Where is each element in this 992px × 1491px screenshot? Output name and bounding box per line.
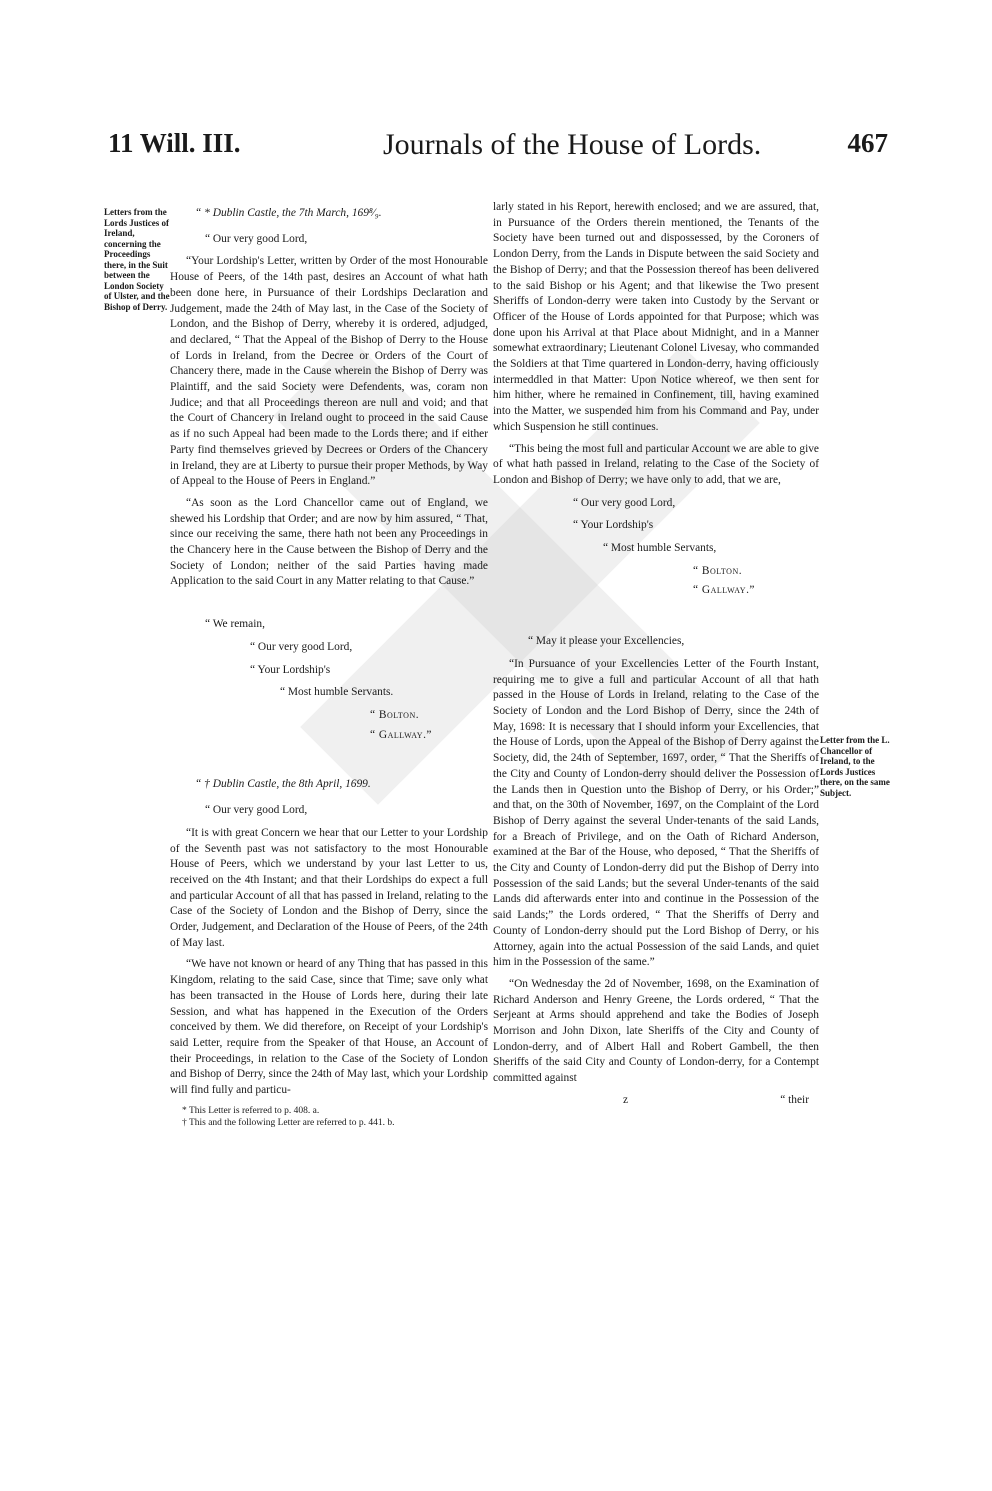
- letter3-salutation: “ May it please your Excellencies,: [528, 635, 685, 648]
- letter2-closing: “ Our very good Lord,: [573, 496, 676, 509]
- regnal-year: 11 Will. III.: [108, 128, 241, 158]
- journal-title: Journals of the House of Lords.: [383, 128, 762, 161]
- letter1-closing: “ Our very good Lord,: [250, 640, 353, 653]
- letter2-paragraph-continued: larly stated in his Report, herewith enclosed; and we are assured, that, in Pursuance of the Orders therein mentioned, the Tenants of the Society have been turned out and dispossessed, by the Coroners of London Derry, from the Lands in Dispute between the said Society and the Bishop of Derry; and that the Possession thereof has been delivered to the said Bishop or his Agent; and that likewise the Two present Sheriffs of London-derry were taken into Custody by the Servant or Officer of the House of Lords appointed for that Purpose; which was done upon his Arrival at that Place about Midnight, and in a Manner somewhat extraordinary; Lieutenant Colonel Livesay, who commanded the Soldiers at that Time quartered in London-derry, having officiously intermeddled in that Matter: Upon Notice whereof, we then sent for him hither, where he remained in Confinement, till, having examined into the Matter, we suspended him from his Command and Pay, under which Suspension he still continues.: [493, 201, 820, 433]
- letter2-dateline: “ † Dublin Castle, the 8th April, 1699.: [195, 778, 371, 791]
- running-header: [108, 128, 888, 164]
- letter2-closing: “ Your Lordship's: [573, 519, 654, 532]
- letter1-dateline: “ * Dublin Castle, the 7th March, 169⁸⁄₉.: [195, 207, 382, 219]
- letter2-salutation: “ Our very good Lord,: [205, 804, 308, 817]
- signature-mark: z: [623, 1093, 629, 1106]
- letter2-closing: “ Most humble Servants,: [603, 542, 717, 555]
- left-column: [170, 200, 488, 1129]
- letter2-paragraph: “ We have not known or heard of any Thing that has passed in this Kingdom, relating to the said Case, since that Time; save only what has been transacted in the House of Lords here, during their late Session, and what has happened in the Execution of the Orders conceived by them. We did therefore, on Receipt of your Lordship's said Letter, require from the Speaker of that House, an Account of their Proceedings, in relation to the Case of the Society of London and Bishop of Derry, since the 24th of May last, which your Lordship will find fully and particu-: [170, 957, 488, 1098]
- letter1-paragraph: “ Your Lordship's Letter, written by Order of the most Honourable House of Peers, of the 14th past, desires an Account of what hath been done here, in Pursuance of their Lordships Declaration and Judgement, made the 24th of May last, in the Case of the Society of London, and the Bishop of Derry, whereby it is ordered, adjudged, and declared, “ That the Appeal of the Bishop of Derry to the House of Lords in Ireland, from the Decree or Orders of the Court of Chancery there, made in the Cause wherein the Bishop of Derry was Plaintiff, and the said Society were Defendents, was, coram non Judice; and that all Proceedings thereon are null and void; and that the Court of Chancery in Ireland ought to proceed in the said Cause as if no such Appeal had been made to the Lords there; and if either Party find themselves grieved by Decrees or Orders of the Chancery in Ireland, they are at Liberty to pursue their proper Methods, by Way of Appeal to the House of Peers in England.”: [170, 254, 488, 490]
- page-number: 467: [847, 128, 888, 158]
- margin-note-left: Letters from the Lords Justices of Ireland, concerning the Proceedings there, in the Suit between the London Society of Ulster, and the Bishop of Derry.: [104, 207, 170, 312]
- letter2-paragraph: “ It is with great Concern we hear that our Letter to your Lordship of the Seventh past was not satisfactory to the most Honourable House of Peers, which we understand by your last Letter to us, received on the 4th Instant; and that their Lordships do expect a full and particular Account of all that has passed in Ireland, relating to the Case of the Society of London and the Bishop of Derry, since the Order, Judgement, and Declaration of the House of Peers, of the 24th of May last.: [170, 826, 488, 952]
- margin-note-right: Letter from the L. Chancellor of Ireland, to the Lords Justices there, on the same Subject.: [820, 735, 890, 798]
- signature-bolton: “ Bolton.: [693, 564, 743, 577]
- signature-gallway: “ Gallway.”: [370, 728, 432, 741]
- letter3-paragraph: “ On Wednesday the 2d of November, 1698, on the Examination of Richard Anderson and Henry Greene, the Lords ordered, “ That the Serjeant at Arms should apprehend and take the Bodies of Joseph Morrison and John Dixon, late Sheriffs of the City and County of London-derry, and of Albert Hall and Robert Gambell, the then Sheriffs of the said City and County of London-derry, for a Contempt committed against: [493, 977, 819, 1087]
- catchword: “ their: [780, 1093, 809, 1106]
- letter3-paragraph: “ In Pursuance of your Excellencies Letter of the Fourth Instant, requiring me to give a full and particular Account of all that hath passed in the House of Lords in Ireland, relating to the Case of the Society of London and the Lord Bishop of Derry, since the 24th of May, 1698: It is necessary that I should inform your Excellencies, that the House of Lords, upon the Appeal of the Bishop of Derry against the Society, did, the 24th of September, 1697, order, “ That the Sheriffs of the City and County of London-derry should deliver the Possession of the Lands then in Question unto the Bishop of Derry, or his Order;” and that, on the 30th of November, 1697, on the Complaint of the Lord Bishop of Derry against the several Under-tenants of the said Lands, for a Breach of Privilege, and on the Oath of Richard Anderson, examined at the Bar of the House, who deposed, “ That the Sheriffs of the City and County of London-derry did put the Bishop of Derry into Possession of the said Lands; but the several Under-tenants of the said Lands did afterwards enter into and continue in the Possession of the said Lands;” the Lords ordered, “ That the Sheriffs of Derry and County of London-derry should put the Lord Bishop of Derry, or his Attorney, again into the actual Possession of the said Lands, and quiet him in the Possession of the same.”: [493, 657, 819, 971]
- signature-bolton: “ Bolton.: [370, 708, 420, 721]
- letter1-paragraph: “ As soon as the Lord Chancellor came out of England, we shewed his Lordship that Order; and are now by him assured, “ That, since our receiving the same, there hath not been any Proceedings in the Chancery here in the Cause between the Bishop of Derry and the Society of London; neither of the said Parties having made Application to the said Court in any Matter relating to that Cause.”: [170, 496, 488, 590]
- letter1-salutation: “ Our very good Lord,: [205, 232, 308, 245]
- letter1-closing: “ Your Lordship's: [250, 663, 331, 676]
- letter2-paragraph: “ This being the most full and particular Account we are able to give of what hath passed in Ireland, relating to the Case of the Society of London and Bishop of Derry; we have only to add, that we are,: [493, 442, 819, 489]
- right-column: [493, 200, 819, 1109]
- footnote: * This Letter is referred to p. 408. a.: [182, 1105, 320, 1116]
- letter1-closing: “ We remain,: [205, 618, 265, 631]
- letter1-closing: “ Most humble Servants.: [280, 686, 394, 699]
- footnote: † This and the following Letter are referred to p. 441. b.: [182, 1117, 395, 1128]
- signature-gallway: “ Gallway.”: [693, 584, 755, 597]
